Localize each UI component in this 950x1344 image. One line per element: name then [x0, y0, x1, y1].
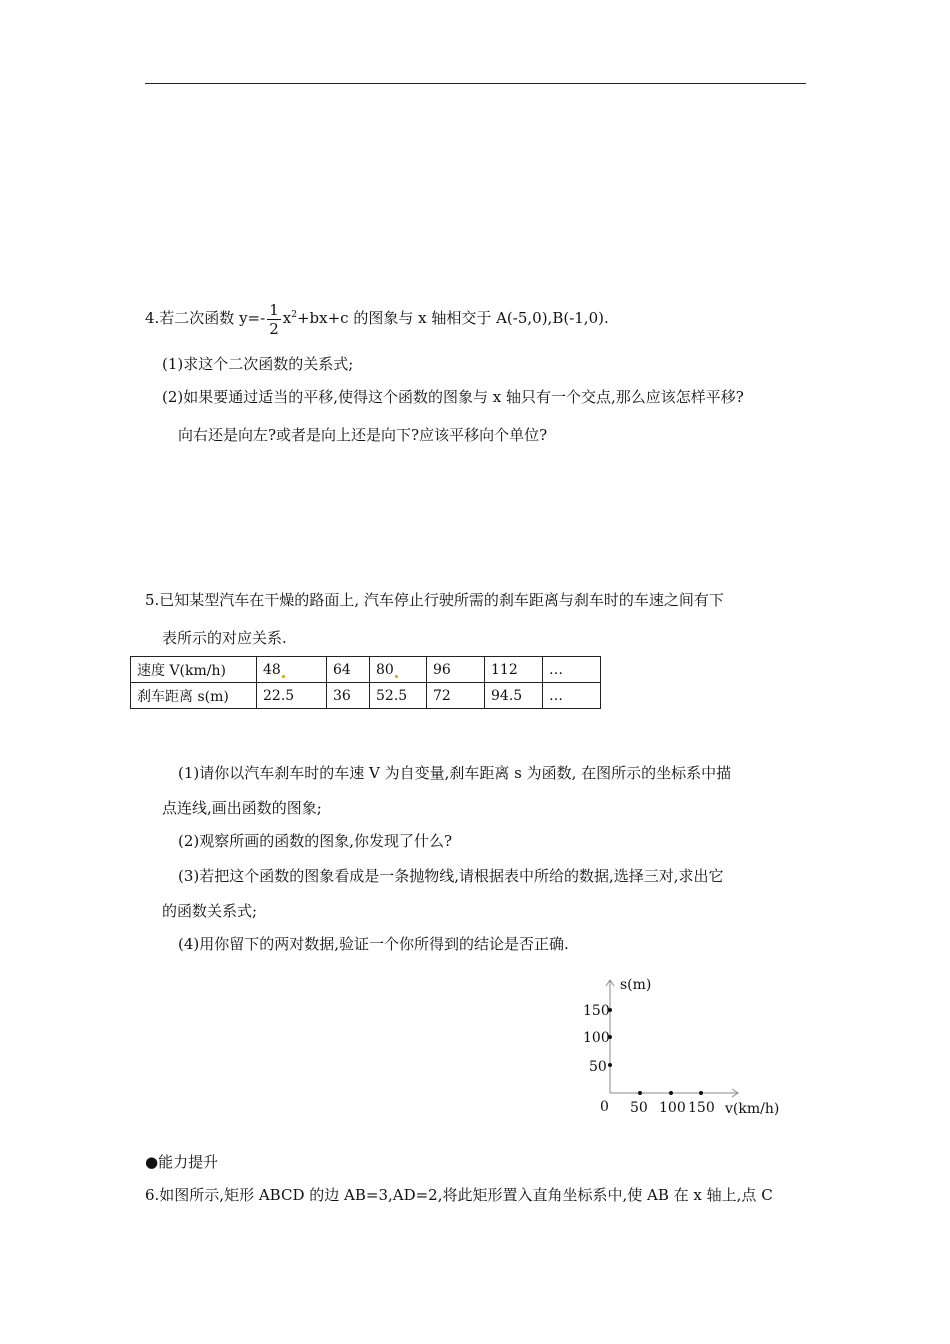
- x-tick-label: 100: [659, 1100, 686, 1116]
- annotation-dot: [395, 675, 398, 678]
- q5-p1-line1: (1)请你以汽车刹车时的车速 V 为自变量,刹车距离 s 为函数, 在图所示的坐标系中描: [178, 764, 732, 782]
- annotation-dot: [282, 675, 285, 678]
- x-axis-label: v(km/h): [725, 1101, 780, 1117]
- table-cell: 22.5: [257, 683, 327, 709]
- q4-x: x: [282, 309, 292, 327]
- table-cell: 80: [370, 657, 427, 683]
- y-tick-label: 100: [583, 1030, 610, 1046]
- table-cell: …: [543, 683, 601, 709]
- x-tick-label: 50: [630, 1100, 648, 1116]
- q4-sup: 2: [291, 310, 297, 320]
- q4-part2-line2: 向右还是向左?或者是向上还是向下?应该平移向个单位?: [178, 426, 548, 444]
- x-tick-dot: [699, 1091, 703, 1095]
- q4-frac-den: 2: [269, 319, 279, 338]
- q4-part1: (1)求这个二次函数的关系式;: [162, 355, 354, 373]
- speed-distance-table: [130, 656, 601, 709]
- x-tick-dot: [638, 1091, 642, 1095]
- table-cell: 96: [427, 657, 485, 683]
- y-axis-label: s(m): [620, 977, 652, 993]
- table-cell: 72: [427, 683, 485, 709]
- x-tick-dot: [669, 1091, 673, 1095]
- q4-prefix: 4.若二次函数 y=-: [145, 309, 266, 327]
- section-title: 能力提升: [158, 1153, 219, 1171]
- q5-p3-line1: (3)若把这个函数的图象看成是一条抛物线,请根据表中所给的数据,选择三对,求出它: [178, 867, 724, 885]
- table-cell: 刹车距离 s(m): [131, 683, 257, 709]
- bullet-icon: ●: [145, 1153, 159, 1171]
- q4-frac-num: 1: [269, 300, 279, 319]
- q5-p2: (2)观察所画的函数的图象,你发现了什么?: [178, 832, 453, 850]
- x-tick-label: 150: [688, 1100, 715, 1116]
- header-rule: [145, 83, 806, 84]
- section-heading: [145, 1151, 218, 1172]
- q4-suffix: +bx+c 的图象与 x 轴相交于 A(-5,0),B(-1,0).: [296, 309, 609, 327]
- table-cell: 52.5: [370, 683, 427, 709]
- table-cell: 速度 V(km/h): [131, 657, 257, 683]
- coordinate-axes-figure: [580, 970, 810, 1125]
- origin-label: 0: [600, 1099, 609, 1115]
- y-tick-label: 50: [589, 1059, 607, 1075]
- table-cell: 36: [327, 683, 370, 709]
- table-cell: …: [543, 657, 601, 683]
- q5-p1-line2: 点连线,画出函数的图象;: [162, 799, 322, 817]
- q5-intro-line1: 5.已知某型汽车在干燥的路面上, 汽车停止行驶所需的刹车距离与刹车时的车速之间有下: [145, 591, 724, 609]
- q5-p4: (4)用你留下的两对数据,验证一个你所得到的结论是否正确.: [178, 935, 569, 953]
- q5-intro-line2: 表所示的对应关系.: [162, 629, 287, 647]
- y-tick-label: 150: [583, 1003, 610, 1019]
- q4-stem: [145, 300, 609, 338]
- table-cell: 112: [485, 657, 543, 683]
- q6-line1: 6.如图所示,矩形 ABCD 的边 AB=3,AD=2,将此矩形置入直角坐标系中,使 AB 在 x 轴上,点 C: [145, 1186, 773, 1204]
- q4-part2-line1: (2)如果要通过适当的平移,使得这个函数的图象与 x 轴只有一个交点,那么应该怎样平移?: [162, 388, 744, 406]
- table-row-distance: [131, 683, 601, 709]
- y-tick-dot: [608, 1063, 612, 1067]
- table-cell: 48: [257, 657, 327, 683]
- table-row-speed: [131, 657, 601, 683]
- q5-p3-line2: 的函数关系式;: [162, 902, 258, 920]
- q4-fraction: [267, 301, 281, 338]
- table-cell: 94.5: [485, 683, 543, 709]
- table-cell: 64: [327, 657, 370, 683]
